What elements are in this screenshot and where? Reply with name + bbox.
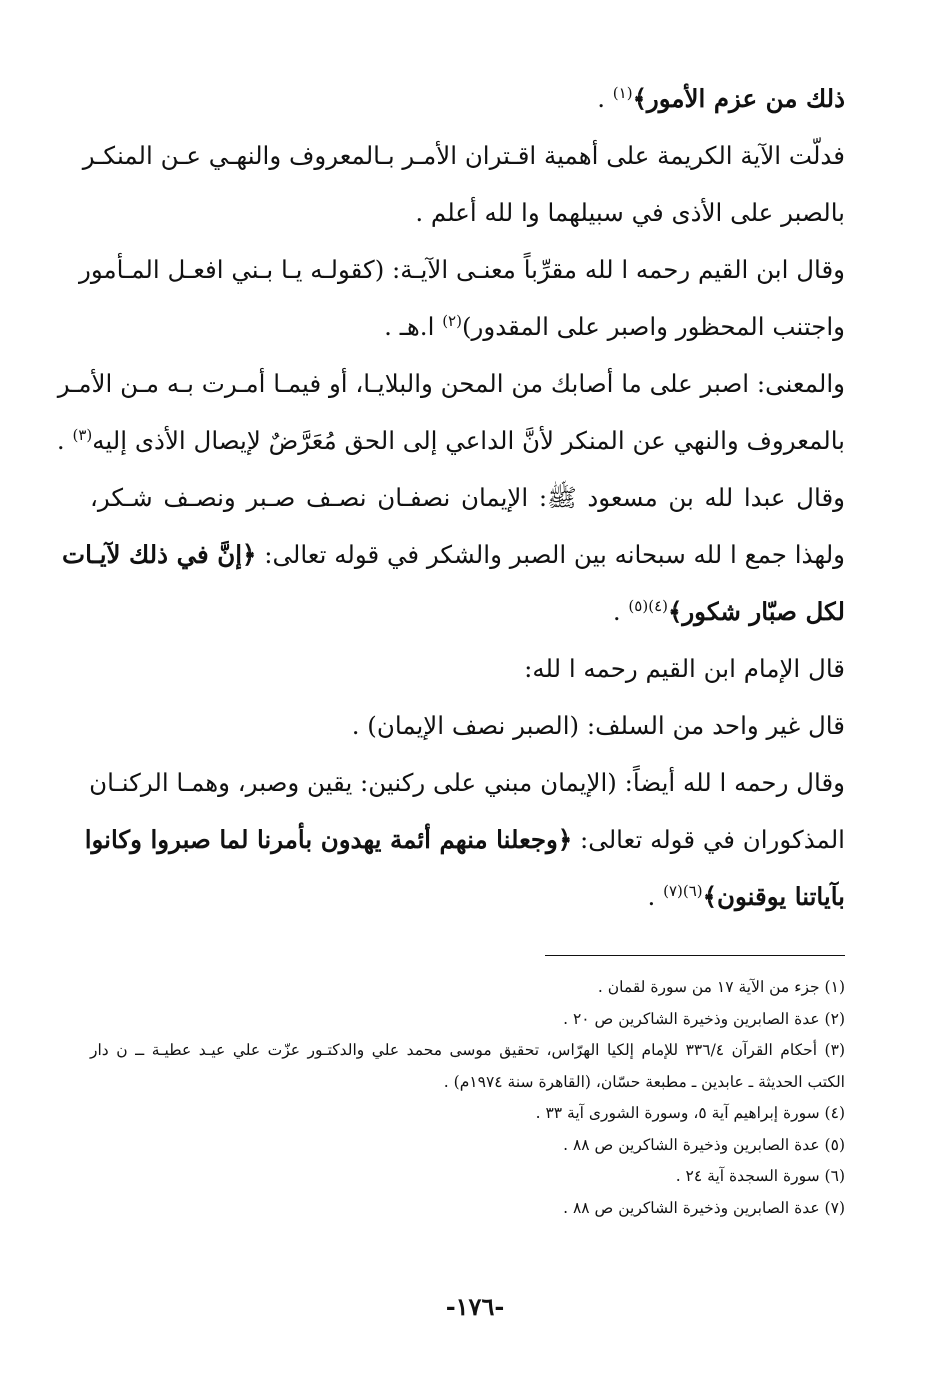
text-line-14: [84, 811, 845, 868]
footnote-7: (٧) عدة الصابرين وذخيرة الشاكرين ص ٨٨ .: [563, 1198, 845, 1217]
line-text: ولهذا جمع ا لله سبحانه بين الصبر والشكر في قوله تعالى:: [256, 540, 845, 569]
footnote-4: (٤) سورة إبراهيم آية ٥، وسورة الشورى آية ٣٣ .: [535, 1104, 845, 1122]
text-line-2: فدلّت الآية الكريمة على أهمية اقـتران الأمـر بـالمعروف والنهـي عـن المنكـر: [82, 141, 845, 170]
text-line-3: بالصبر على الأذى في سبيلهما وا لله أعلم .: [415, 198, 845, 227]
line-tail: .: [597, 84, 613, 113]
footnote-ref: (٢): [442, 311, 462, 330]
text-line-7: [56, 412, 845, 469]
line-text: المذكوران في قوله تعالى:: [572, 825, 845, 854]
footnote-divider: [545, 955, 845, 956]
line-tail: ا.هـ .: [384, 312, 443, 341]
footnote-ref: (٣): [72, 425, 93, 444]
main-text: [56, 70, 845, 925]
footnote-ref: (٦)(٧): [663, 881, 703, 900]
footnotes-section: [90, 955, 845, 1224]
line-text: بالمعروف والنهي عن المنكر لأنَّ الداعي إلى الحق مُعَرَّضٌ لإيصال الأذى إليه: [92, 426, 845, 455]
line-tail: .: [56, 426, 73, 455]
line-text: واجتنب المحظور واصبر على المقدور): [461, 312, 845, 341]
footnote-3-continued: الكتب الحديثة ـ عابدين ـ مطبعة حسّان، (القاهرة سنة ١٩٧٤م) .: [443, 1072, 845, 1091]
text-line-13: وقال رحمه ا لله أيضاً: (الإيمان مبني على ركنين: يقين وصبر، وهمـا الركنـان: [89, 768, 845, 797]
footnote-6: (٦) سورة السجدة آية ٢٤ .: [675, 1167, 845, 1185]
quran-quote: لكل صبّار شكور﴾: [667, 597, 845, 626]
text-line-9: [62, 526, 845, 583]
footnote-ref: (٤)(٥): [628, 596, 668, 615]
text-line-12: قال غير واحد من السلف: (الصبر نصف الإيمان) .: [351, 711, 845, 740]
text-line-8: وقال عبدا لله بن مسعود ﷺ: الإيمان نصفـان نصـف صـبر ونصـف شـكر،: [90, 483, 845, 512]
quran-quote: ذلك من عزم الأمور﴾: [632, 84, 845, 113]
page-number: -١٧٦-: [445, 1292, 505, 1321]
text-line-5: [90, 298, 845, 355]
text-line-6: والمعنى: اصبر على ما أصابك من المحن والبلايـا، أو فيمـا أمـرت بـه مـن الأمـر: [57, 369, 845, 398]
text-line-1: [90, 70, 845, 127]
quran-quote: ﴿وجعلنا منهم أئمة يهدون بأمرنا لما صبروا وكانوا: [84, 825, 573, 854]
footnote-1: (١) جزء من الآية ١٧ من سورة لقمان .: [597, 978, 845, 996]
footnote-3: (٣) أحكام القرآن ٣٣٦/٤ للإمام إلكيا الهرّاس، تحقيق موسى محمد علي والدكتـور عزّت علي عيـد عطيـة ــ ن دار: [90, 1041, 845, 1059]
footnote-2: (٢) عدة الصابرين وذخيرة الشاكرين ص ٢٠ .: [563, 1009, 845, 1028]
footnote-ref: (١): [612, 83, 633, 102]
footnote-5: (٥) عدة الصابرين وذخيرة الشاكرين ص ٨٨ .: [563, 1135, 845, 1154]
text-line-4: وقال ابن القيم رحمه ا لله مقرِّباً معنـى الآيـة: (كقولـه يـا بـني افعـل المـأمور: [79, 255, 845, 284]
text-line-10: [90, 583, 845, 640]
line-tail: .: [612, 597, 629, 626]
text-line-11: قال الإمام ابن القيم رحمه ا لله:: [524, 654, 845, 683]
quran-quote: بآياتنا يوقنون﴾: [702, 882, 845, 911]
line-tail: .: [647, 882, 664, 911]
quran-quote: ﴿إنَّ في ذلك لآيـات: [62, 540, 257, 569]
text-line-15: [90, 868, 845, 925]
